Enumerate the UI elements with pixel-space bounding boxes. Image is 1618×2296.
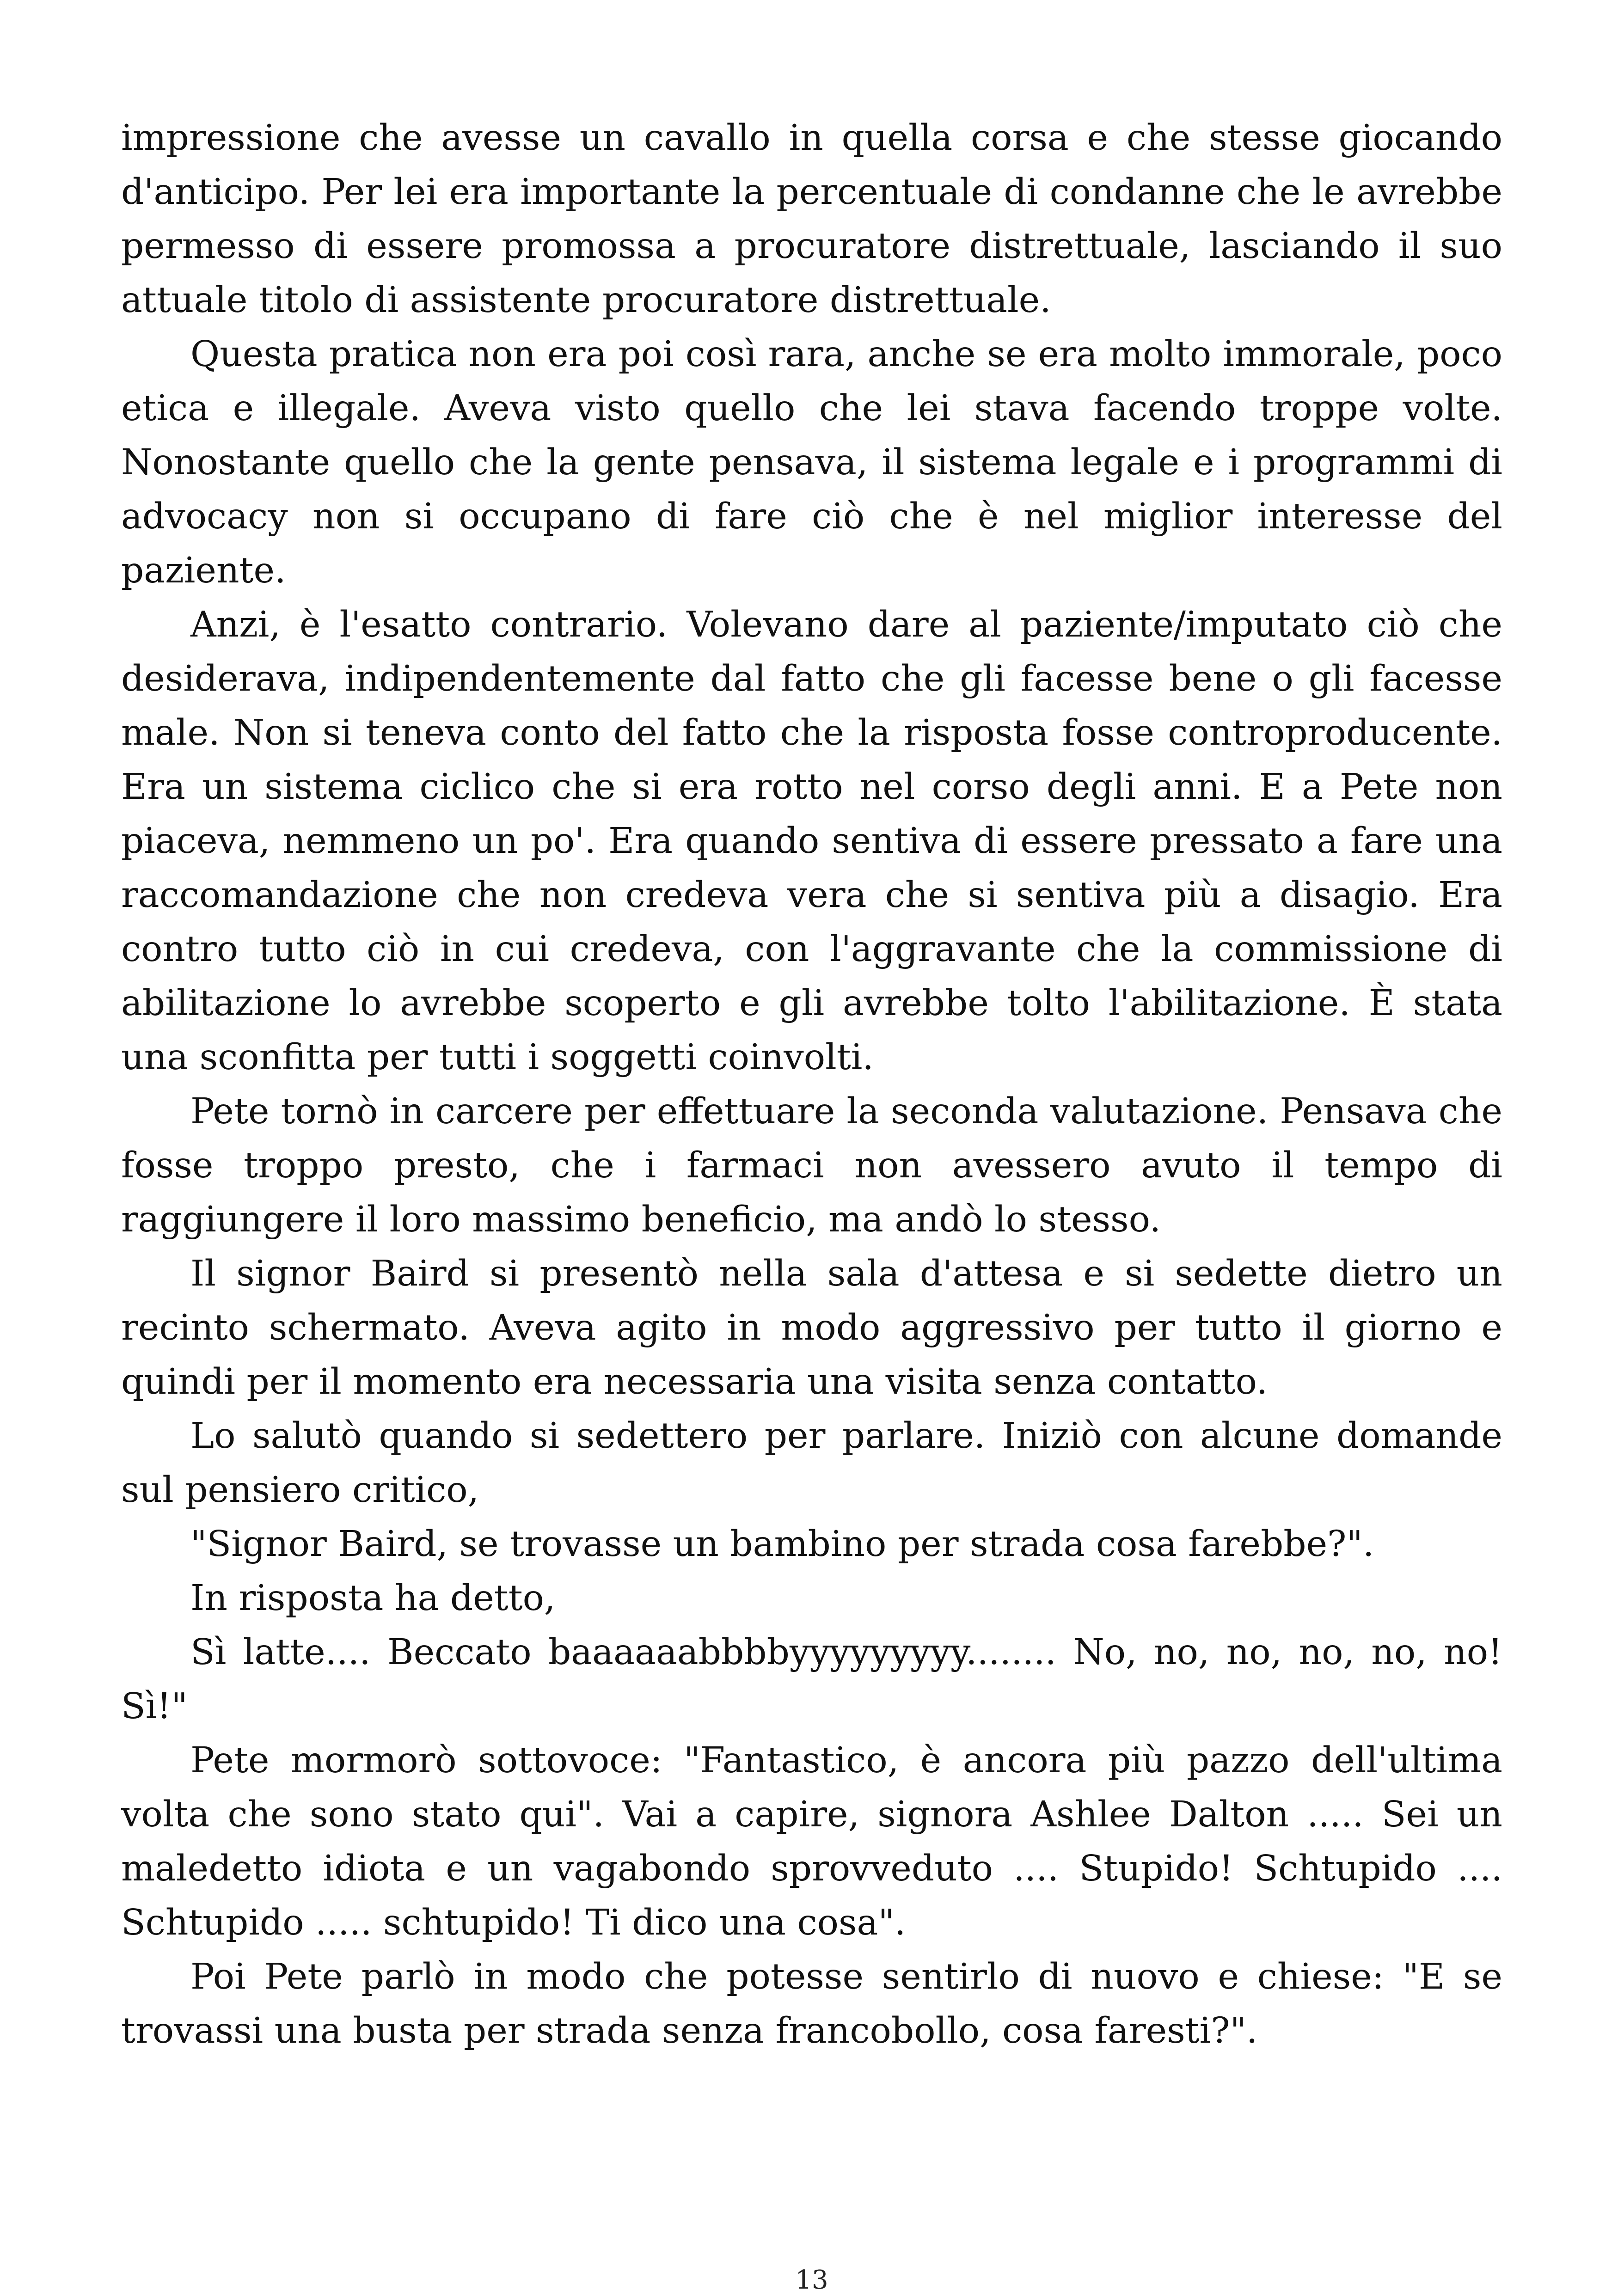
paragraph: Pete mormorò sottovoce: "Fantastico, è ancora più pazzo dell'ultima volta che sono stato qui". Vai a capire, signora Ashlee Dalton ..... Sei un maledetto idiota e un vagabondo sprovveduto .... Stupido! Schtupido .... Schtupido ..... schtupido! Ti dico una cosa". — [121, 1740, 1502, 1943]
paragraph: Sì latte.... Beccato baaaaaabbbbyyyyyyyyy........ No, no, no, no, no, no! Sì!" — [121, 1632, 1502, 1727]
paragraph: impressione che avesse un cavallo in quella corsa e che stesse giocando d'anticipo. Per lei era importante la percentuale di condanne che le avrebbe permesso di essere promossa a procuratore distrettuale, lasciando il suo attuale titolo di assistente procuratore distrettuale. — [121, 117, 1502, 321]
paragraph: "Signor Baird, se trovasse un bambino per strada cosa farebbe?". — [190, 1524, 1374, 1565]
body-text — [121, 111, 1502, 2058]
paragraph: Il signor Baird si presentò nella sala d'attesa e si sedette dietro un recinto schermato. Aveva agito in modo aggressivo per tutto il giorno e quindi per il momento era necessaria una visita senza contatto. — [121, 1253, 1502, 1402]
page-number: 13 — [795, 2265, 828, 2295]
paragraph: Pete tornò in carcere per effettuare la seconda valutazione. Pensava che fosse troppo presto, che i farmaci non avessero avuto il tempo di raggiungere il loro massimo beneficio, ma andò lo stesso. — [121, 1091, 1502, 1240]
paragraph: Anzi, è l'esatto contrario. Volevano dare al paziente/imputato ciò che desiderava, indipendentemente dal fatto che gli facesse bene o gli facesse male. Non si teneva conto del fatto che la risposta fosse controproducente. Era un sistema ciclico che si era rotto nel corso degli anni. E a Pete non piaceva, nemmeno un po'. Era quando sentiva di essere pressato a fare una raccomandazione che non credeva vera che si sentiva più a disagio. Era contro tutto ciò in cui credeva, con l'aggravante che la commissione di abilitazione lo avrebbe scoperto e gli avrebbe tolto l'abilitazione. È stata una sconfitta per tutti i soggetti coinvolti. — [121, 604, 1502, 1078]
paragraph: Poi Pete parlò in modo che potesse sentirlo di nuovo e chiese: "E se trovassi una busta per strada senza francobollo, cosa faresti?". — [121, 1956, 1502, 2051]
book-page — [121, 111, 1502, 2295]
paragraph: Lo salutò quando si sedettero per parlare. Iniziò con alcune domande sul pensiero critico, — [121, 1415, 1502, 1511]
paragraph: Questa pratica non era poi così rara, anche se era molto immorale, poco etica e illegale. Aveva visto quello che lei stava facendo troppe volte. Nonostante quello che la gente pensava, il sistema legale e i programmi di advocacy non si occupano di fare ciò che è nel miglior interesse del paziente. — [121, 334, 1502, 591]
paragraph: In risposta ha detto, — [190, 1578, 556, 1619]
